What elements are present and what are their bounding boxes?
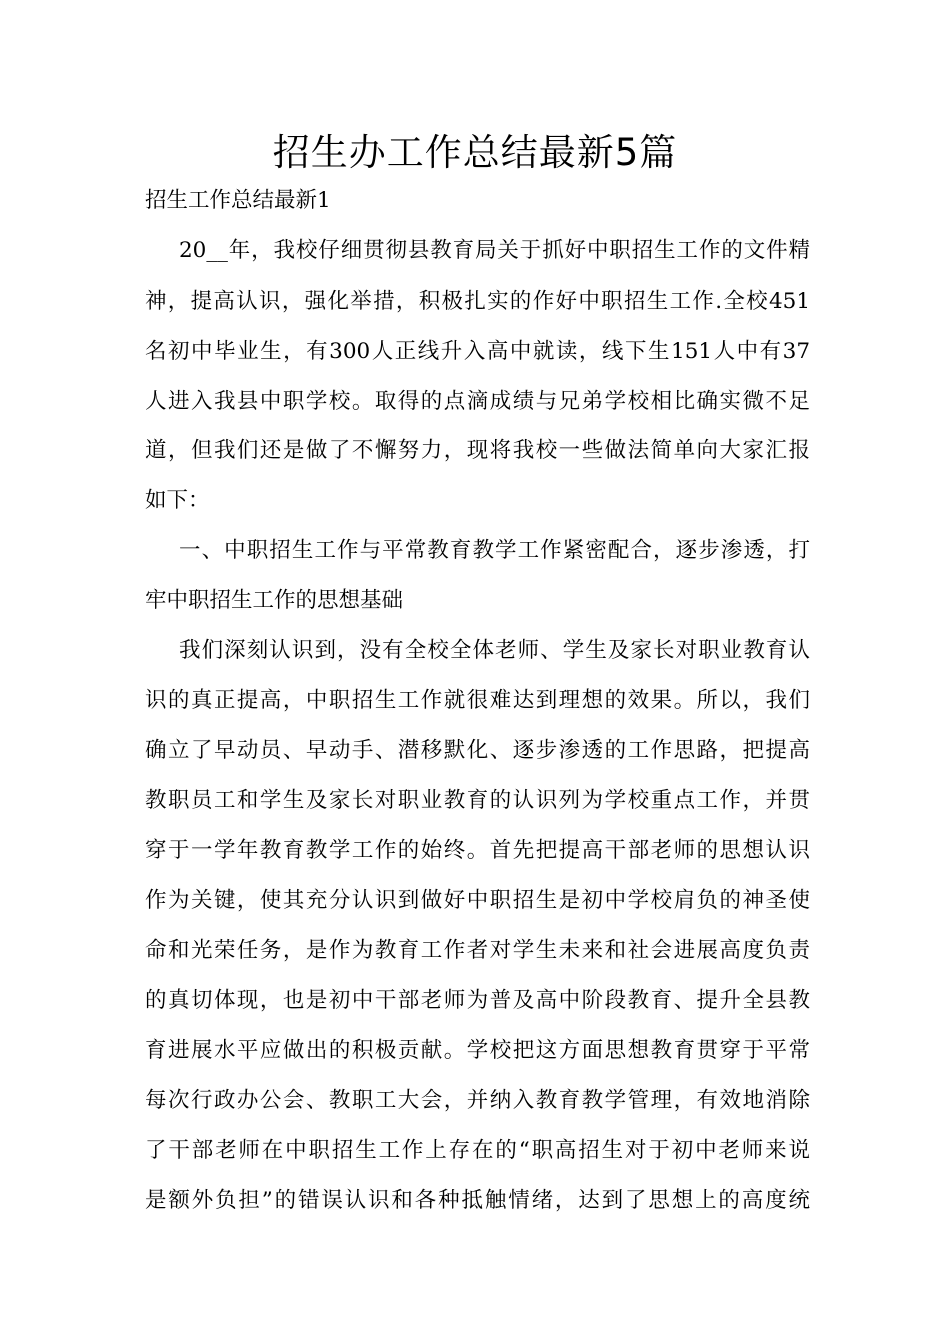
paragraph-line: 命和光荣任务，是作为教育工作者对学生未来和社会进展高度负责 xyxy=(145,938,810,963)
paragraph-line: 穿于一学年教育教学工作的始终。首先把提高干部老师的思想认识 xyxy=(145,838,810,863)
paragraph-line: 了干部老师在中职招生工作上存在的“职高招生对于初中老师来说 xyxy=(145,1138,810,1163)
paragraph-line: 人进入我县中职学校。取得的点滴成绩与兄弟学校相比确实微不足 xyxy=(145,389,810,414)
paragraph-line: 牢中职招生工作的思想基础 xyxy=(145,588,404,613)
paragraph-line: 神，提高认识，强化举措，积极扎实的作好中职招生工作.全校451 xyxy=(145,289,810,314)
paragraph-line: 教职员工和学生及家长对职业教育的认识列为学校重点工作，并贯 xyxy=(145,788,810,813)
paragraph-line: 育进展水平应做出的积极贡献。学校把这方面思想教育贯穿于平常 xyxy=(145,1038,810,1063)
paragraph-line: 如下： xyxy=(145,488,210,513)
paragraph-line: 作为关键，使其充分认识到做好中职招生是初中学校肩负的神圣使 xyxy=(145,888,810,913)
paragraph-line: 识的真正提高，中职招生工作就很难达到理想的效果。所以，我们 xyxy=(145,688,810,713)
paragraph-line: 每次行政办公会、教职工大会，并纳入教育教学管理，有效地消除 xyxy=(145,1088,810,1113)
paragraph-line: 一、中职招生工作与平常教育教学工作紧密配合，逐步渗透，打 xyxy=(179,538,810,563)
paragraph-line: 确立了早动员、早动手、潜移默化、逐步渗透的工作思路，把提高 xyxy=(145,738,810,763)
paragraph-line: 的真切体现，也是初中干部老师为普及高中阶段教育、提升全县教 xyxy=(145,988,810,1013)
document-title: 招生办工作总结最新5篇 xyxy=(272,131,678,174)
paragraph-line: 是额外负担”的错误认识和各种抵触情绪，达到了思想上的高度统 xyxy=(145,1188,810,1213)
section-heading: 招生工作总结最新1 xyxy=(145,188,331,213)
paragraph-line: 我们深刻认识到，没有全校全体老师、学生及家长对职业教育认 xyxy=(179,638,810,663)
paragraph-line: 名初中毕业生，有300人正线升入高中就读，线下生151人中有37 xyxy=(145,339,810,364)
paragraph-line: 道，但我们还是做了不懈努力，现将我校一些做法简单向大家汇报 xyxy=(145,438,810,463)
paragraph-line: 20__年，我校仔细贯彻县教育局关于抓好中职招生工作的文件精 xyxy=(179,238,810,263)
